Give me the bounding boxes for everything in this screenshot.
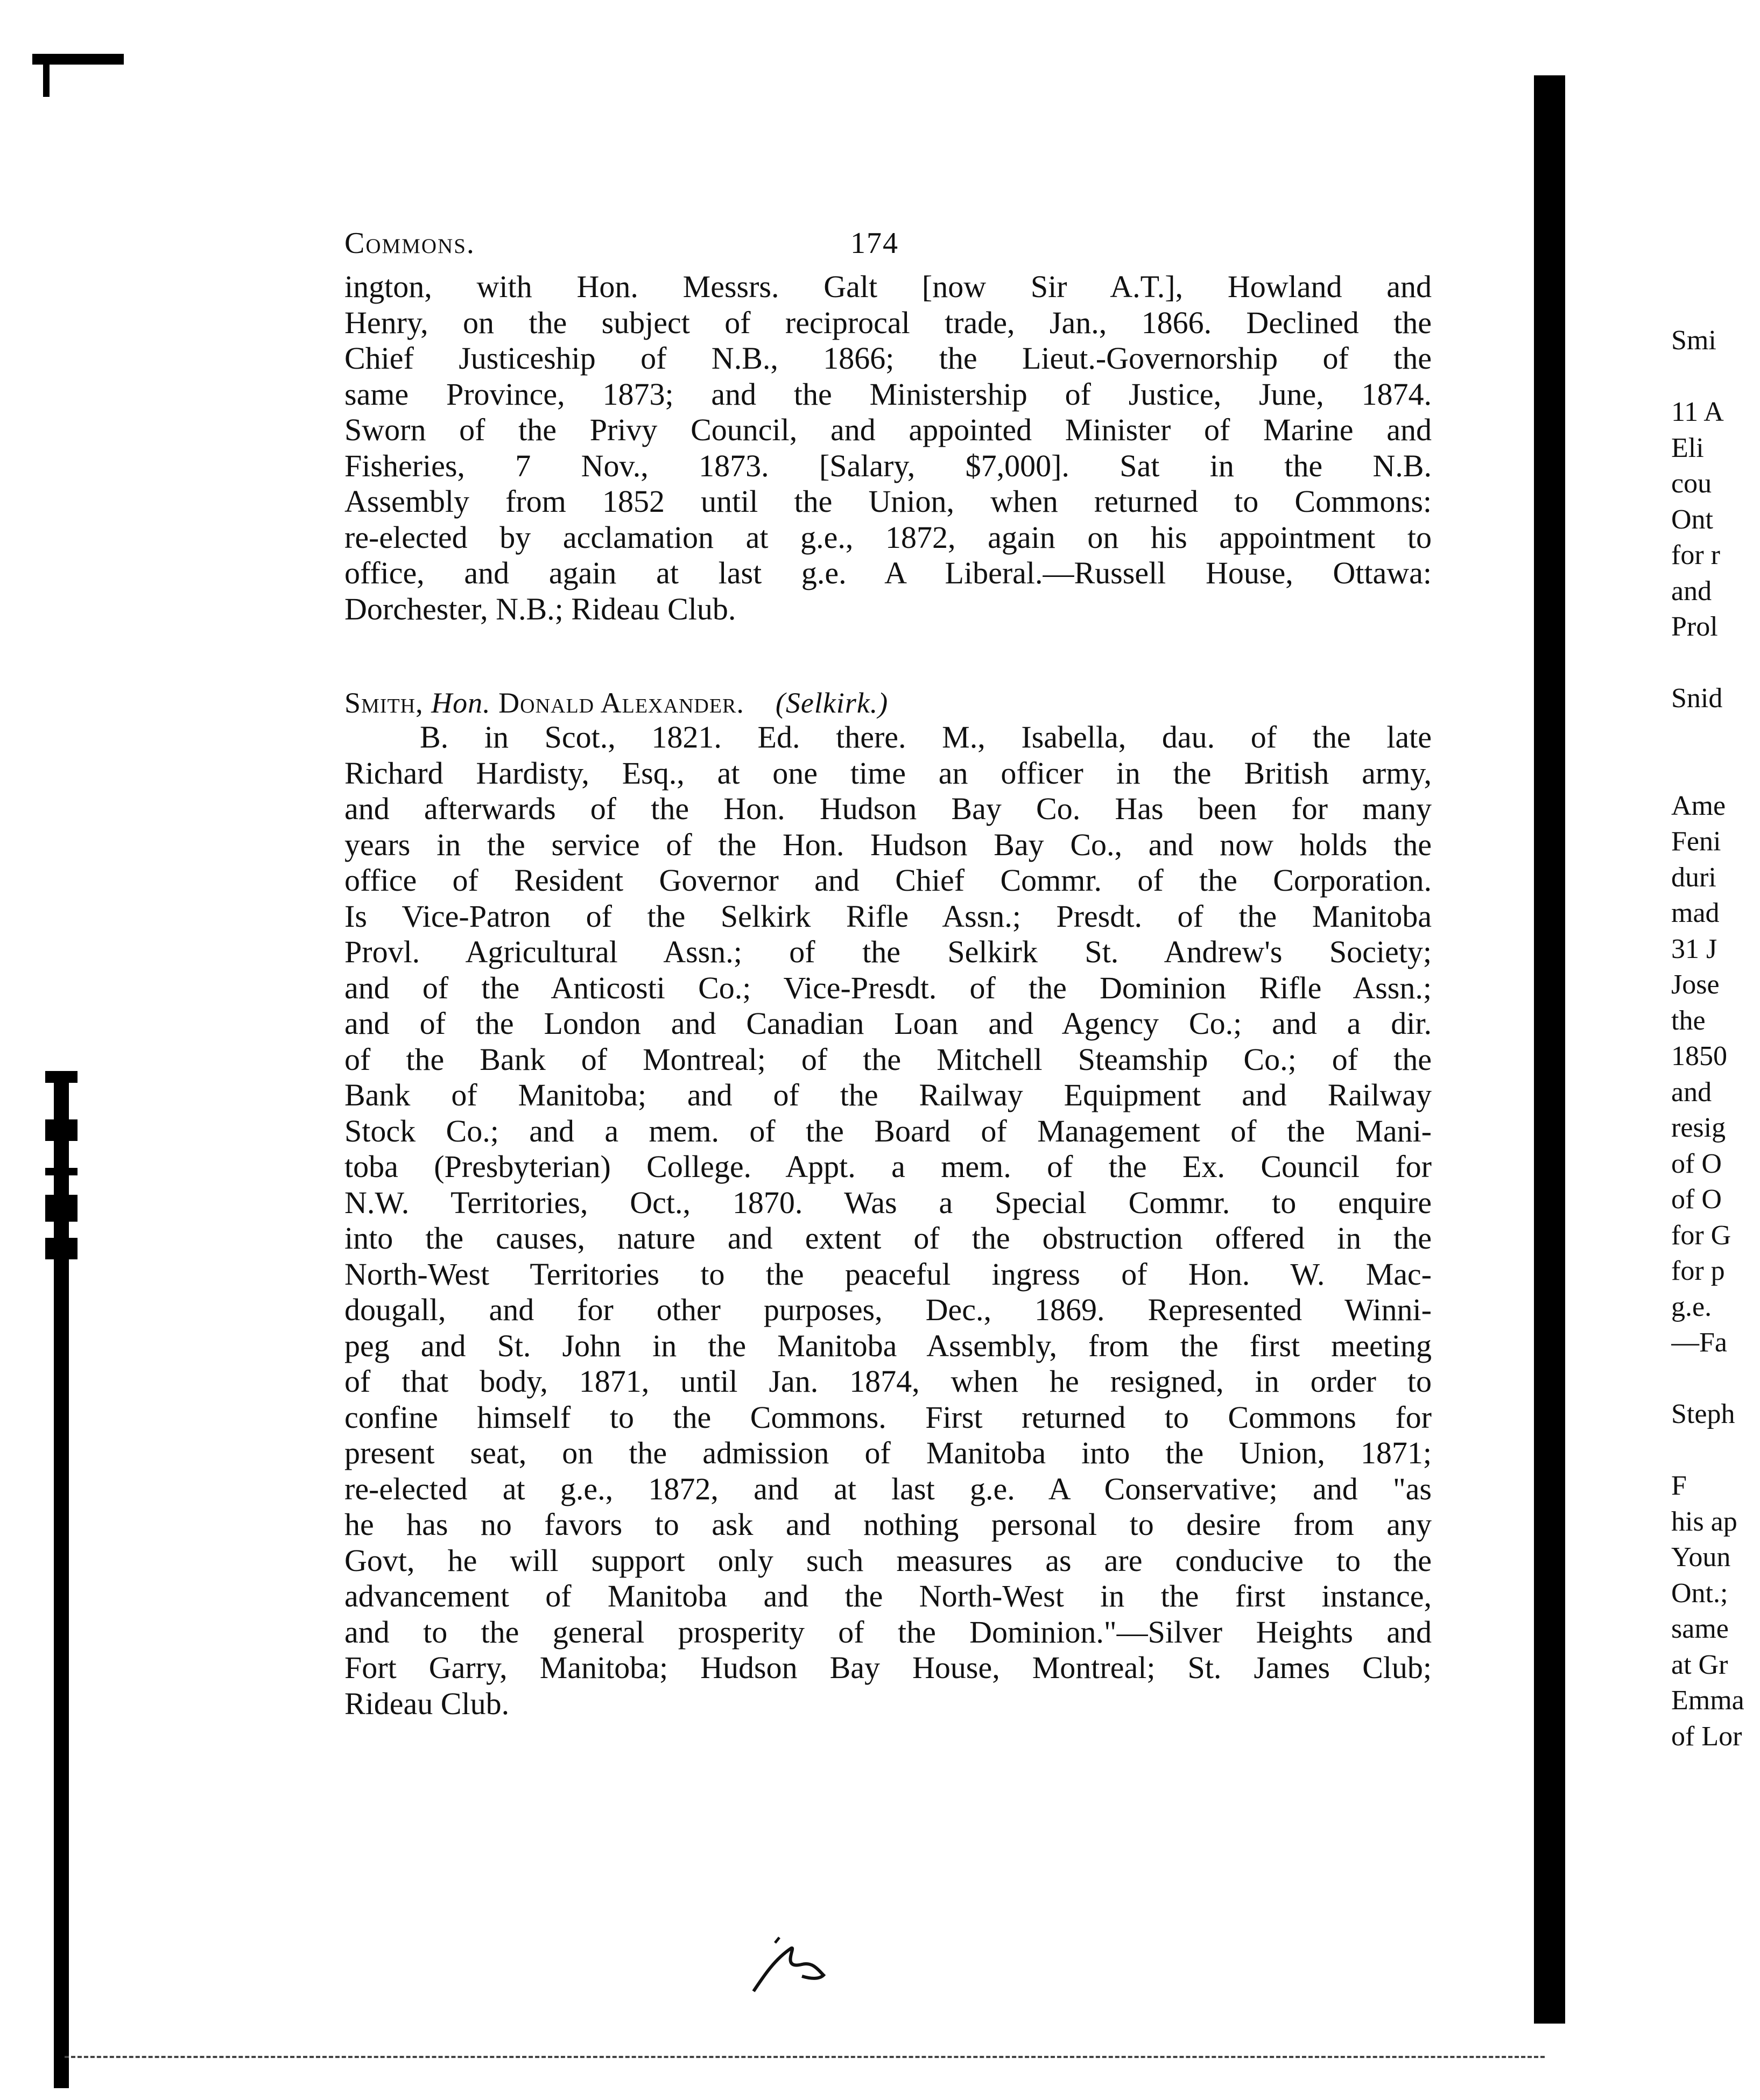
adjoining-page-line: and [1671,575,1712,607]
adjoining-page-line: of Lor [1671,1721,1742,1752]
text-line: Henry, on the subject of reciprocal trade, Jan., 1866. Declined the [344,305,1432,340]
adjoining-page-line: duri [1671,862,1716,893]
adjoining-page-line: —Fa [1671,1327,1727,1358]
text-line: of the Bank of Montreal; of the Mitchell Steamship Co.; of the [344,1041,1432,1077]
text-line: office of Resident Governor and Chief Commr. of the Corporation. [344,863,1432,898]
adjoining-page-line [1671,1361,1760,1397]
adjoining-page-line: Steph [1671,1399,1735,1429]
adjoining-page-line: the [1671,1005,1706,1036]
adjoining-page-line: for G [1671,1220,1731,1251]
text-line: N.W. Territories, Oct., 1870. Was a Special Commr. to enquire [344,1185,1432,1220]
adjoining-page-line [1671,1433,1760,1469]
text-line: Rideau Club. [344,1686,510,1721]
entry-given-names: Donald Alexander. [498,687,744,719]
adjoining-page-line [1671,359,1760,395]
adjoining-page-line: mad [1671,898,1720,928]
running-head [344,226,1432,269]
text-line: North-West Territories to the peaceful ingress of Hon. W. Mac- [344,1256,1432,1292]
scan-bottom-edge [65,2056,1545,2060]
text-line: Fisheries, 7 Nov., 1873. [Salary, $7,000]. Sat in the N.B. [344,448,1432,483]
text-line: Is Vice-Patron of the Selkirk Rifle Assn.; Presdt. of the Manitoba [344,898,1432,934]
text-line: Assembly from 1852 until the Union, when returned to Commons: [344,484,1432,519]
text-line: same Province, 1873; and the Ministership of Justice, June, 1874. [344,376,1432,412]
adjoining-page-line: Smi [1671,325,1716,356]
text-line: confine himself to the Commons. First returned to Commons for [344,1399,1432,1435]
text-line: Sworn of the Privy Council, and appointed Minister of Marine and [344,412,1432,447]
entry-heading [344,686,1432,720]
adjoining-page-line: Feni [1671,826,1721,857]
book-gutter-shadow [1534,75,1565,2024]
adjoining-page-line: same [1671,1613,1729,1644]
text-line: and of the Anticosti Co.; Vice-Presdt. of the Dominion Rifle Assn.; [344,970,1432,1005]
adjoining-page-line: and [1671,1076,1712,1108]
entry-honorific: Hon. [431,687,491,719]
text-line: office, and again at last g.e. A Liberal.—Russell House, Ottawa: [344,555,1432,590]
text-line: Govt, he will support only such measures as are conducive to the [344,1542,1432,1578]
adjoining-page-line: at Gr [1671,1649,1728,1680]
adjoining-page-line: his ap [1671,1506,1737,1537]
running-head-section: Commons. [344,227,475,260]
text-line: Chief Justiceship of N.B., 1866; the Lieut.-Governorship of the [344,341,1432,376]
text-line: and of the London and Canadian Loan and Agency Co.; and a dir. [344,1006,1432,1041]
adjoining-page-line: for r [1671,540,1720,570]
adjoining-page-line: of O [1671,1148,1722,1179]
adjoining-page-line: Ame [1671,790,1726,821]
scan-corner-mark-vertical [43,54,50,97]
adjoining-page-line: Jose [1671,969,1720,1000]
text-line: years in the service of the Hon. Hudson Bay Co., and now holds the [344,827,1432,862]
adjoining-page-line: for p [1671,1256,1725,1286]
text-line: B. in Scot., 1821. Ed. there. M., Isabella, dau. of the late [420,720,1432,755]
text-line: toba (Presbyterian) College. Appt. a mem. of the Ex. Council for [344,1149,1432,1184]
adjoining-page-line: 31 J [1671,933,1717,964]
adjoining-page-line: cou [1671,468,1712,499]
text-line: Richard Hardisty, Esq., at one time an officer in the British army, [344,755,1432,791]
text-line: Provl. Agricultural Assn.; of the Selkirk St. Andrew's Society; [344,934,1432,969]
adjoining-page-line: Ont.; [1671,1577,1728,1609]
continued-entry-text [344,269,1432,627]
text-line: and afterwards of the Hon. Hudson Bay Co. Has been for many [344,791,1432,826]
adjoining-page-line: 1850 [1671,1041,1727,1072]
adjoining-page-line: Eli [1671,432,1704,463]
adjoining-page-line [1671,752,1760,788]
text-line: peg and St. John in the Manitoba Assembly, from the first meeting [344,1328,1432,1363]
text-line: Dorchester, N.B.; Rideau Club. [344,591,736,626]
text-line: Fort Garry, Manitoba; Hudson Bay House, Montreal; St. James Club; [344,1650,1432,1685]
text-line: present seat, on the admission of Manitoba into the Union, 1871; [344,1435,1432,1470]
text-line: Stock Co.; and a mem. of the Board of Management of the Mani- [344,1113,1432,1148]
adjoining-page-line [1671,717,1760,753]
text-line: ington, with Hon. Messrs. Galt [now Sir A.T.], Howland and [344,269,1432,304]
adjoining-page-line: Emma [1671,1685,1744,1716]
adjoining-page-fragment [1671,323,1760,1754]
adjoining-page-line: Snid [1671,683,1723,714]
text-line: dougall, and for other purposes, Dec., 1869. Represented Winni- [344,1292,1432,1327]
adjoining-page-line [1671,645,1760,681]
entry-constituency: (Selkirk.) [775,687,889,719]
entry-surname: Smith, [344,687,424,719]
text-line: re-elected by acclamation at g.e., 1872, again on his appointment to [344,519,1432,555]
adjoining-page-line: 11 A [1671,397,1724,427]
adjoining-page-line: g.e. [1671,1291,1712,1322]
text-line: of that body, 1871, until Jan. 1874, when he resigned, in order to [344,1364,1432,1399]
text-line: and to the general prosperity of the Dominion."—Silver Heights and [344,1614,1432,1650]
adjoining-page-line: Prol [1671,611,1718,642]
page-number: 174 [850,227,899,260]
text-line: re-elected at g.e., 1872, and at last g.e. A Conservative; and "as [344,1471,1432,1506]
text-line: he has no favors to ask and nothing personal to desire from any [344,1507,1432,1542]
scan-left-edge-shadow [54,1076,69,2088]
text-line: Bank of Manitoba; and of the Railway Equipment and Railway [344,1077,1432,1112]
page-body [344,226,1432,1722]
adjoining-page-line: F [1671,1470,1687,1501]
text-line: into the causes, nature and extent of the obstruction offered in the [344,1221,1432,1256]
adjoining-page-line: Ont [1671,504,1713,535]
adjoining-page-line: resig [1671,1112,1726,1143]
adjoining-page-line: of O [1671,1184,1722,1215]
entry-biography [344,720,1432,1722]
adjoining-page-line: Youn [1671,1542,1731,1573]
handwritten-mark [743,1927,840,2002]
text-line: advancement of Manitoba and the North-West in the first instance, [344,1578,1432,1613]
